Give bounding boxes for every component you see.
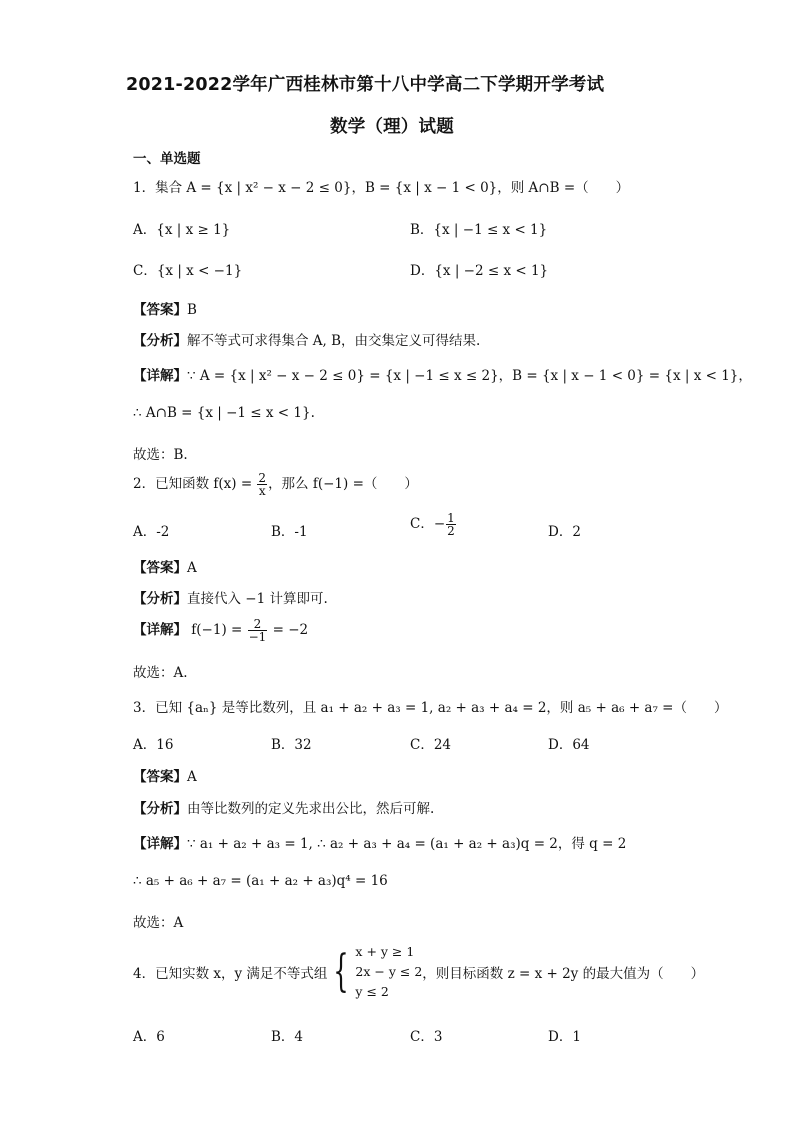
q1-analysis-text: 解不等式可求得集合 A, B，由交集定义可得结果. xyxy=(187,333,481,349)
q2-stem-fraction xyxy=(257,472,267,497)
q3-option-d: D．64 xyxy=(548,737,590,753)
detail-label: 【详解】 xyxy=(133,836,187,852)
q3-choose: 故选：A xyxy=(133,915,184,931)
answer-label: 【答案】 xyxy=(133,560,187,576)
exam-title-line2: 数学（理）试题 xyxy=(330,117,454,137)
q2-detail-fraction xyxy=(248,618,268,643)
q4-stem xyxy=(133,942,704,1002)
q3-analysis xyxy=(133,797,434,817)
q4-option-b: B．4 xyxy=(271,1029,304,1045)
section-heading: 一、单选题 xyxy=(133,151,201,167)
analysis-label: 【分析】 xyxy=(133,801,187,817)
q2-detail xyxy=(133,618,308,643)
q2-option-c xyxy=(410,512,457,537)
answer-label: 【答案】 xyxy=(133,302,187,318)
q2-detail-post: = −2 xyxy=(268,622,309,638)
q3-option-a: A．16 xyxy=(133,737,174,753)
fraction-denominator: −1 xyxy=(248,630,267,644)
answer-label: 【答案】 xyxy=(133,769,187,785)
q3-detail xyxy=(133,832,626,852)
brace-symbol: { xyxy=(333,946,350,997)
q2-option-c-pre: C．− xyxy=(410,516,446,532)
q1-option-d: D．{x | −2 ≤ x < 1} xyxy=(410,263,549,279)
q1-analysis xyxy=(133,329,480,349)
q2-option-c-fraction xyxy=(446,512,456,537)
q1-option-b: B．{x | −1 ≤ x < 1} xyxy=(410,222,548,238)
q3-answer xyxy=(133,765,197,785)
q2-option-d: D．2 xyxy=(548,524,581,540)
fraction-numerator: 2 xyxy=(248,618,268,631)
exam-title-line1: 2021-2022学年广西桂林市第十八中学高二下学期开学考试 xyxy=(126,75,605,95)
q4-option-c: C．3 xyxy=(410,1029,443,1045)
fraction-numerator: 1 xyxy=(447,511,455,525)
q2-answer-value: A xyxy=(187,560,197,576)
q1-option-a: A．{x | x ≥ 1} xyxy=(133,222,231,238)
analysis-label: 【分析】 xyxy=(133,591,187,607)
q3-detail-text: ∵ a₁ + a₂ + a₃ = 1, ∴ a₂ + a₃ + a₄ = (a₁ + a₂ + a₃)q = 2，得 q = 2 xyxy=(187,836,627,852)
q3-analysis-text: 由等比数列的定义先求出公比，然后可解. xyxy=(187,801,435,817)
q3-answer-value: A xyxy=(187,769,197,785)
q1-stem: 1．集合 A = {x | x² − x − 2 ≤ 0}，B = {x | x − 1 < 0}，则 A∩B =（ ） xyxy=(133,180,630,196)
q1-detail-text: ∵ A = {x | x² − x − 2 ≤ 0} = {x | −1 ≤ x ≤ 2}，B = {x | x − 1 < 0} = {x | x < 1}， xyxy=(187,368,752,384)
analysis-label: 【分析】 xyxy=(133,333,187,349)
q1-detail xyxy=(133,364,752,384)
fraction-numerator: 2 xyxy=(258,471,267,485)
q1-answer xyxy=(133,298,197,318)
q4-option-a: A．6 xyxy=(133,1029,165,1045)
q3-option-b: B．32 xyxy=(271,737,312,753)
q2-stem xyxy=(133,472,418,497)
system-line-2: 2x − y ≤ 2 xyxy=(355,964,423,979)
q2-detail-pre: f(−1) = xyxy=(191,622,247,638)
q1-choose: 故选：B. xyxy=(133,447,188,463)
q2-choose: 故选：A. xyxy=(133,665,188,681)
q1-answer-value: B xyxy=(187,302,197,318)
q3-option-c: C．24 xyxy=(410,737,452,753)
system-line-3: y ≤ 2 xyxy=(355,984,389,999)
detail-label: 【详解】 xyxy=(133,368,187,384)
q4-stem-pre: 4．已知实数 x，y 满足不等式组 xyxy=(133,966,328,982)
q3-stem: 3．已知 {aₙ} 是等比数列，且 a₁ + a₂ + a₃ = 1, a₂ + a₃ + a₄ = 2，则 a₅ + a₆ + a₇ =（ ） xyxy=(133,700,728,716)
q2-answer xyxy=(133,556,197,576)
q1-option-c: C．{x | x < −1} xyxy=(133,263,243,279)
inequality-system xyxy=(355,942,422,1002)
q3-detail-2: ∴ a₅ + a₆ + a₇ = (a₁ + a₂ + a₃)q⁴ = 16 xyxy=(133,873,388,889)
q2-analysis-text: 直接代入 −1 计算即可. xyxy=(187,591,328,607)
fraction-denominator: x xyxy=(258,484,266,498)
q2-stem-pre: 2．已知函数 f(x) = xyxy=(133,476,257,492)
q4-stem-post: ，则目标函数 z = x + 2y 的最大值为（ ） xyxy=(422,966,705,982)
system-line-1: x + y ≥ 1 xyxy=(355,944,415,959)
q2-option-b: B．-1 xyxy=(271,524,308,540)
q2-analysis xyxy=(133,587,328,607)
q1-detail-2: ∴ A∩B = {x | −1 ≤ x < 1}. xyxy=(133,405,315,421)
q2-option-a: A．-2 xyxy=(133,524,170,540)
fraction-denominator: 2 xyxy=(447,524,455,538)
q4-option-d: D．1 xyxy=(548,1029,581,1045)
detail-label: 【详解】 xyxy=(133,622,187,638)
q2-stem-post: ，那么 f(−1) =（ ） xyxy=(268,476,418,492)
